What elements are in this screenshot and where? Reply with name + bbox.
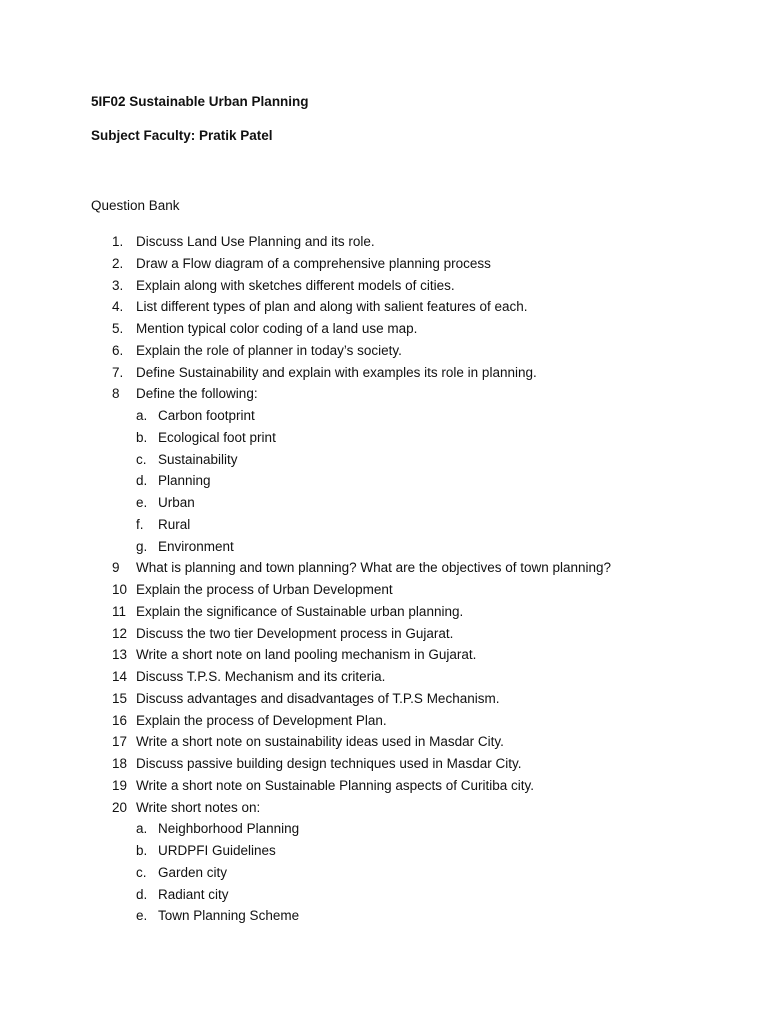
question-bank-heading: Question Bank	[91, 198, 180, 213]
question-text: Write a short note on sustainability ideas used in Masdar City.	[136, 734, 504, 750]
question-number: 18	[112, 756, 128, 771]
question-item	[0, 296, 768, 318]
question-item	[0, 753, 768, 775]
question-number: 1.	[112, 234, 124, 249]
question-number: 14	[112, 669, 128, 684]
question-item	[0, 557, 768, 579]
sub-question-letter: a.	[136, 821, 148, 837]
sub-question-item	[0, 840, 768, 862]
question-number: 8	[112, 386, 120, 402]
question-number: 20	[112, 799, 128, 815]
question-text: Explain the process of Development Plan.	[136, 712, 387, 728]
question-item	[0, 666, 768, 688]
question-item	[0, 231, 768, 253]
question-text: Draw a Flow diagram of a comprehensive planning process	[136, 255, 491, 271]
question-item	[0, 318, 768, 340]
question-text: Write a short note on Sustainable Planning aspects of Curitiba city.	[136, 777, 534, 793]
question-text: Discuss the two tier Development process in Gujarat.	[136, 625, 454, 641]
sub-question-letter: d.	[136, 473, 148, 489]
question-number: 4.	[112, 299, 124, 315]
subject-faculty-line: Subject Faculty: Pratik Patel	[91, 128, 273, 143]
question-item	[0, 579, 768, 601]
question-number: 6.	[112, 342, 124, 358]
question-text: Explain the role of planner in today’s society.	[136, 342, 402, 358]
sub-question-item	[0, 427, 768, 449]
question-item	[0, 775, 768, 797]
question-item	[0, 383, 768, 405]
question-text: What is planning and town planning? What are the objectives of town planning?	[136, 560, 612, 576]
question-number: 11	[112, 603, 127, 619]
sub-question-letter: c.	[136, 864, 147, 880]
sub-question-letter: e.	[136, 908, 148, 924]
sub-question-text: URDPFI Guidelines	[158, 843, 276, 858]
question-list	[0, 231, 768, 927]
question-item	[0, 340, 768, 362]
question-number: 2.	[112, 255, 124, 271]
sub-question-item	[0, 405, 768, 427]
question-number: 13	[112, 647, 128, 663]
question-number: 19	[112, 777, 128, 793]
sub-question-letter: b.	[136, 843, 148, 858]
sub-question-letter: g.	[136, 538, 148, 554]
question-number: 7.	[112, 364, 124, 380]
question-text: Write a short note on land pooling mechanism in Gujarat.	[136, 647, 477, 663]
question-item	[0, 275, 768, 297]
sub-question-item	[0, 818, 768, 840]
sub-question-letter: d.	[136, 886, 148, 902]
sub-question-text: Neighborhood Planning	[158, 821, 300, 837]
question-text: Discuss Land Use Planning and its role.	[136, 234, 375, 249]
question-item	[0, 731, 768, 753]
sub-question-item	[0, 470, 768, 492]
sub-question-letter: a.	[136, 408, 148, 423]
question-item	[0, 623, 768, 645]
question-number: 12	[112, 625, 128, 641]
question-text: Discuss T.P.S. Mechanism and its criteria.	[136, 669, 386, 684]
sub-question-item	[0, 492, 768, 514]
sub-question-item	[0, 514, 768, 536]
question-item	[0, 688, 768, 710]
question-text: Explain the significance of Sustainable urban planning.	[136, 603, 464, 619]
sub-question-item	[0, 536, 768, 558]
sub-question-letter: c.	[136, 451, 147, 467]
sub-question-item	[0, 862, 768, 884]
sub-question-letter: e.	[136, 495, 148, 510]
question-item	[0, 253, 768, 275]
question-number: 5.	[112, 321, 124, 336]
question-item	[0, 601, 768, 623]
question-item	[0, 710, 768, 732]
question-number: 16	[112, 712, 128, 728]
question-text: Define the following:	[136, 386, 258, 402]
question-text: Discuss advantages and disadvantages of T.P.S Mechanism.	[136, 690, 500, 706]
question-text: Explain along with sketches different models of cities.	[136, 277, 455, 293]
question-text: Explain the process of Urban Development	[136, 582, 393, 597]
sub-question-text: Urban	[158, 495, 195, 510]
question-item	[0, 644, 768, 666]
sub-question-text: Environment	[158, 538, 234, 554]
sub-question-item	[0, 905, 768, 927]
question-text: Mention typical color coding of a land use map.	[136, 321, 418, 336]
sub-question-letter: b.	[136, 429, 148, 445]
question-number: 15	[112, 690, 128, 706]
sub-question-text: Town Planning Scheme	[158, 908, 300, 924]
sub-question-text: Planning	[158, 473, 211, 489]
question-number: 9	[112, 560, 120, 576]
sub-question-text: Radiant city	[158, 886, 229, 902]
sub-question-text: Rural	[158, 516, 191, 532]
question-number: 17	[112, 734, 128, 750]
sub-question-text: Garden city	[158, 864, 228, 880]
question-text: Write short notes on:	[136, 799, 261, 815]
sub-question-letter: f.	[136, 516, 144, 532]
question-number: 10	[112, 582, 128, 597]
sub-question-item	[0, 884, 768, 906]
question-item	[0, 797, 768, 819]
question-text: Define Sustainability and explain with examples its role in planning.	[136, 364, 537, 380]
sub-question-text: Carbon footprint	[158, 408, 255, 423]
question-number: 3.	[112, 277, 124, 293]
course-title: 5IF02 Sustainable Urban Planning	[91, 94, 309, 109]
sub-question-text: Sustainability	[158, 451, 238, 467]
sub-question-item	[0, 449, 768, 471]
sub-question-text: Ecological foot print	[158, 429, 276, 445]
question-text: Discuss passive building design techniques used in Masdar City.	[136, 756, 522, 771]
question-text: List different types of plan and along with salient features of each.	[136, 299, 528, 315]
question-item	[0, 362, 768, 384]
